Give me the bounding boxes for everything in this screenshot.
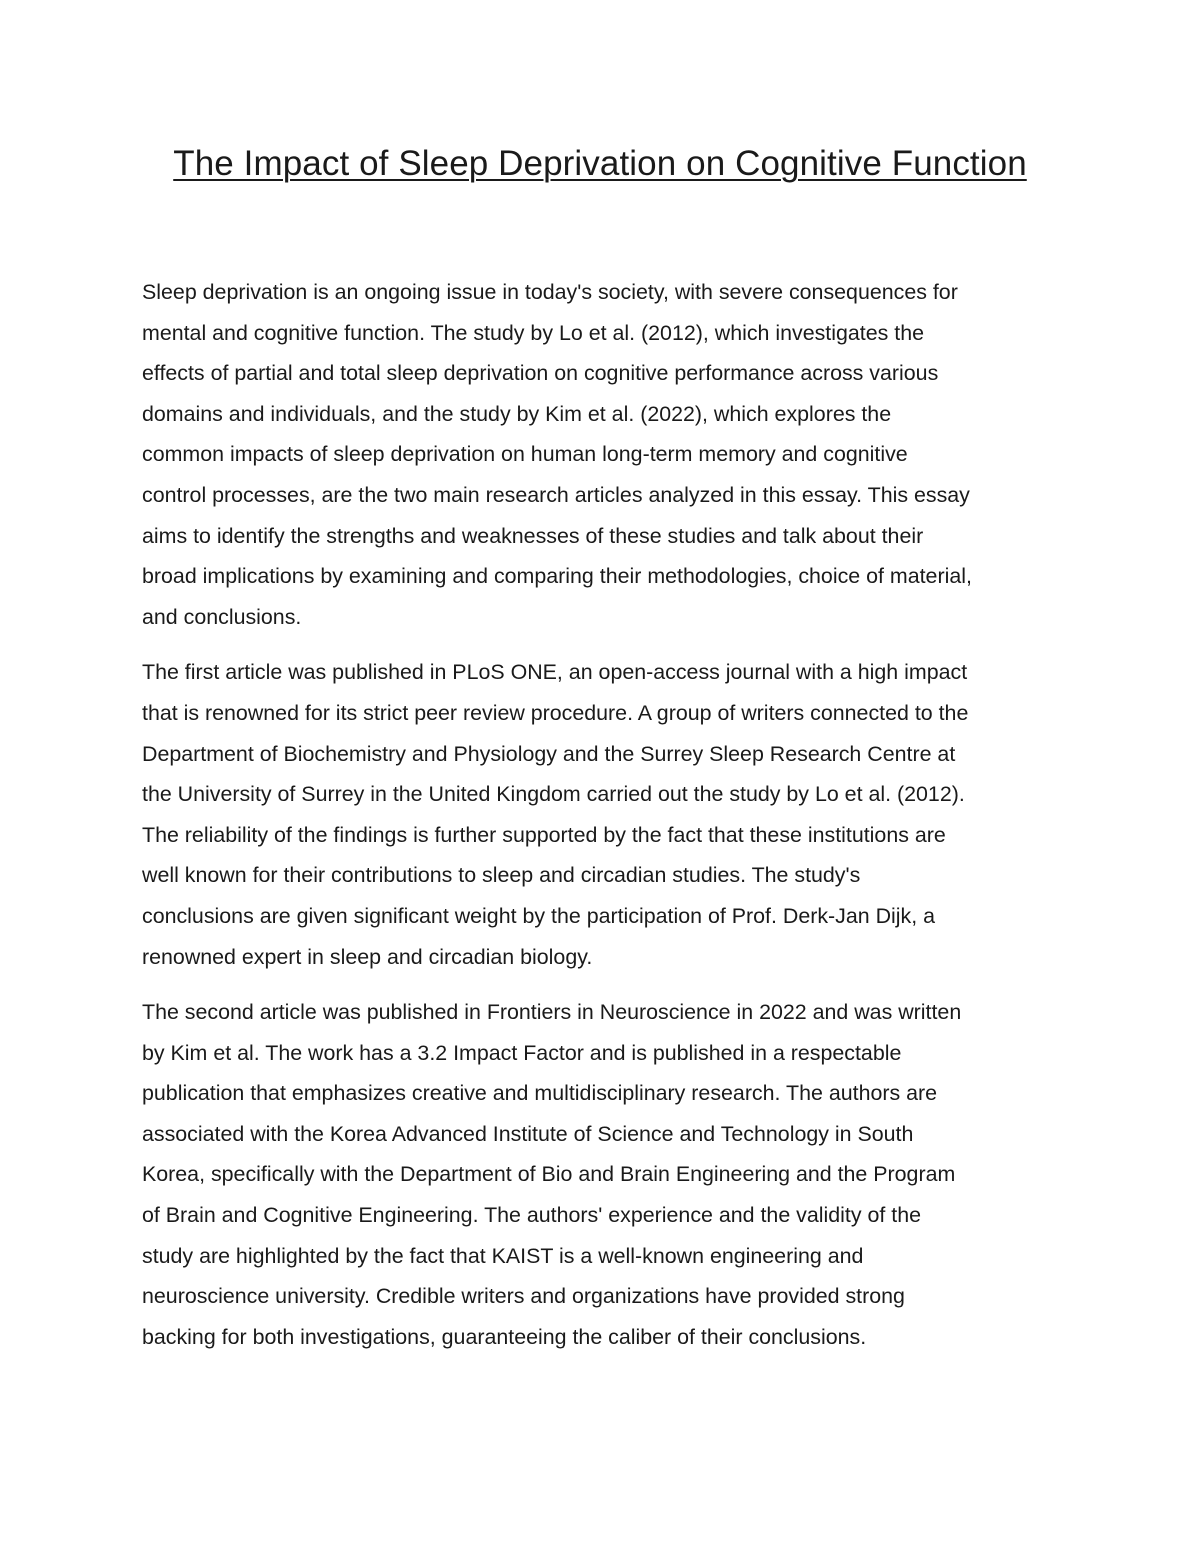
paragraph-2	[142, 652, 1067, 977]
paragraph-line: common impacts of sleep deprivation on human long-term memory and cognitive	[142, 442, 908, 467]
paragraph-line: publication that emphasizes creative and multidisciplinary research. The authors are	[142, 1081, 938, 1106]
paragraph-line: Department of Biochemistry and Physiology and the Surrey Sleep Research Centre at	[142, 741, 956, 766]
paragraph-line: the University of Surrey in the United Kingdom carried out the study by Lo et al. (2012).	[142, 782, 965, 807]
paragraph-1	[142, 272, 1067, 637]
document-body	[142, 272, 1067, 1372]
paragraph-line: control processes, are the two main research articles analyzed in this essay. This essay	[142, 482, 970, 507]
paragraph-line: by Kim et al. The work has a 3.2 Impact Factor and is published in a respectable	[142, 1040, 902, 1065]
paragraph-line: renowned expert in sleep and circadian biology.	[142, 944, 593, 969]
paragraph-line: The second article was published in Frontiers in Neuroscience in 2022 and was written	[142, 1000, 962, 1025]
paragraph-line: neuroscience university. Credible writers and organizations have provided strong	[142, 1284, 905, 1309]
paragraph-line: The first article was published in PLoS ONE, an open-access journal with a high impact	[142, 660, 968, 685]
document-title: The Impact of Sleep Deprivation on Cognitive Function	[173, 144, 1027, 183]
paragraph-line: domains and individuals, and the study by Kim et al. (2022), which explores the	[142, 401, 892, 426]
paragraph-line: The reliability of the findings is further supported by the fact that these institutions are	[142, 822, 946, 847]
paragraph-line: conclusions are given significant weight by the participation of Prof. Derk-Jan Dijk, a	[142, 903, 936, 928]
paragraph-line: study are highlighted by the fact that KAIST is a well-known engineering and	[142, 1243, 864, 1268]
paragraph-line: Korea, specifically with the Department of Bio and Brain Engineering and the Program	[142, 1162, 956, 1187]
paragraph-line: of Brain and Cognitive Engineering. The authors' experience and the validity of the	[142, 1203, 922, 1228]
paragraph-line: associated with the Korea Advanced Institute of Science and Technology in South	[142, 1121, 914, 1146]
paragraph-line: Sleep deprivation is an ongoing issue in today's society, with severe consequences for	[142, 280, 958, 304]
paragraph-line: and conclusions.	[142, 604, 302, 629]
paragraph-line: mental and cognitive function. The study by Lo et al. (2012), which investigates the	[142, 320, 925, 345]
paragraph-line: broad implications by examining and comparing their methodologies, choice of material,	[142, 564, 972, 589]
paragraph-line: that is renowned for its strict peer review procedure. A group of writers connected to the	[142, 700, 969, 725]
paragraph-3	[142, 992, 1067, 1357]
paragraph-line: backing for both investigations, guaranteeing the caliber of their conclusions.	[142, 1324, 867, 1349]
paragraph-line: aims to identify the strengths and weaknesses of these studies and talk about their	[142, 523, 924, 548]
paragraph-line: effects of partial and total sleep deprivation on cognitive performance across various	[142, 361, 939, 386]
paragraph-line: well known for their contributions to sleep and circadian studies. The study's	[142, 863, 861, 888]
